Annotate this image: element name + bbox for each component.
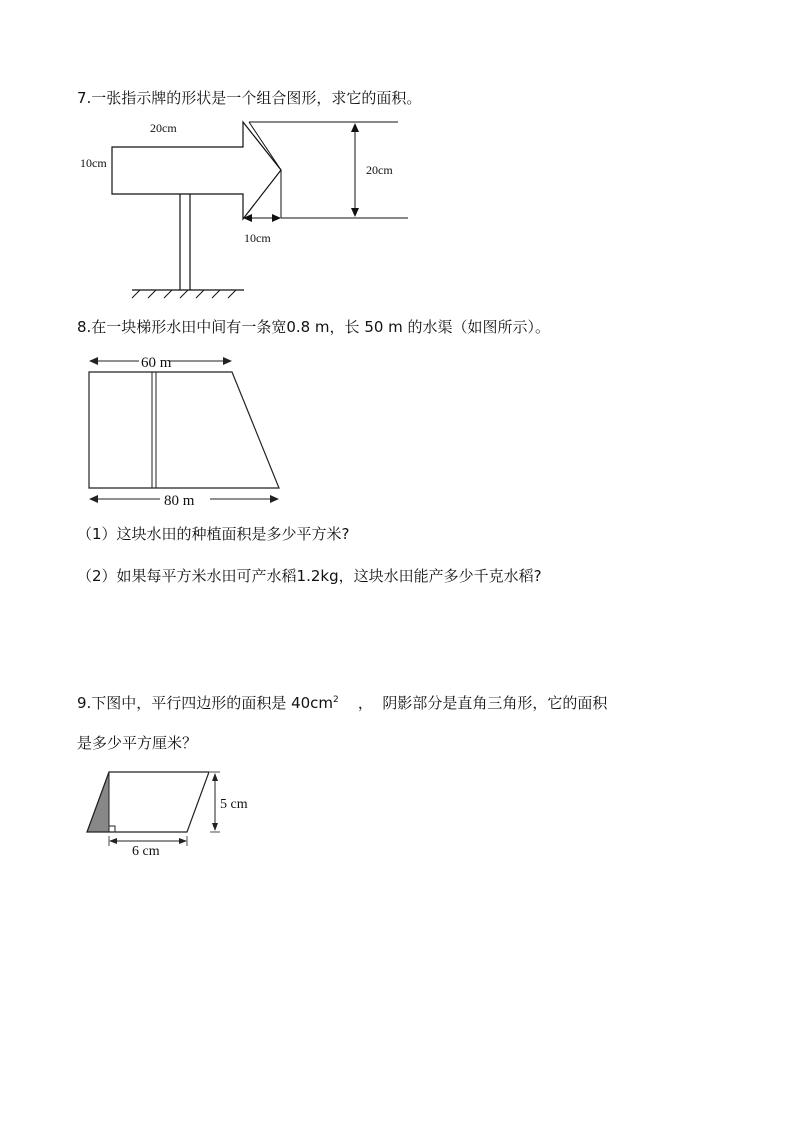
label-arrow-depth: 10cm (244, 231, 271, 245)
right-angle-mark (109, 826, 115, 832)
question-8-text: 8.在一块梯形水田中间有一条宽0.8 m，长 50 m 的水渠（如图所示）。 (77, 318, 551, 336)
question-9-text-after: ， 阴影部分是直角三角形，它的面积 (338, 694, 608, 712)
question-8-sub2: （2）如果每平方米水田可产水稻1.2kg，这块水田能产多少千克水稻? (77, 567, 542, 585)
label-bottom-80m: 80 m (164, 493, 195, 509)
question-9-text-before: 9.下图中，平行四边形的面积是 40cm (77, 694, 334, 712)
label-top-width: 20cm (150, 121, 177, 135)
label-top-60m: 60 m (141, 355, 172, 371)
question-7-text: 7.一张指示牌的形状是一个组合图形，求它的面积。 (77, 89, 422, 107)
label-rect-height: 10cm (80, 156, 107, 170)
label-height-5cm: 5 cm (220, 797, 248, 812)
question-8-sub1: （1）这块水田的种植面积是多少平方米? (77, 525, 350, 543)
label-base-6cm: 6 cm (132, 844, 160, 859)
label-arrow-height: 20cm (366, 163, 393, 177)
question-9-sup: 2 (333, 695, 339, 705)
question-9-line2: 是多少平方厘米？ (77, 734, 198, 752)
